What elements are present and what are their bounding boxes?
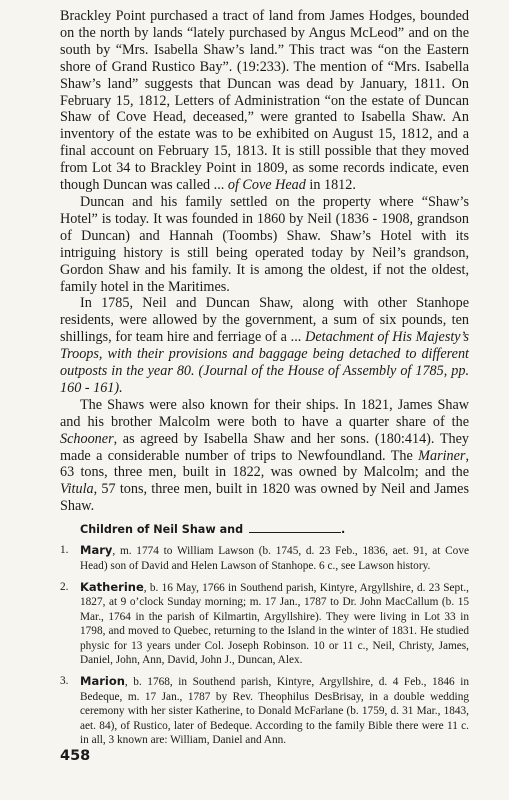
paragraph: Brackley Point purchased a tract of land from James Hodges, bounded on the north by lands “lately purchased by Angus McLeod” and on the south by “Mrs. Isabella Shaw’s land.” This tract was “on the Eastern shore of Grand Rustico Bay”. (19:233). The mention of “Mrs. Isabella Shaw’s land” suggests that Duncan was dead by January, 1811. On February 15, 1812, Letters of Administration “on the estate of Duncan Shaw of Cove Head, deceased,” were granted to Isabella Shaw. An inventory of the estate was to be exhibited on August 15, 1812, and a final account on February 15, 1813. It is still possible that they moved from Lot 34 to Brackley Point in 1809, as some records indicate, even though Duncan was called ... of Cove Head in 1812. (60, 8, 469, 194)
page-number: 458 (60, 748, 91, 764)
paragraph: The Shaws were also known for their ships. In 1821, James Shaw and his brother Malcolm were both to have a quarter share of the Schooner, as agreed by Isabella Shaw and her sons. (180:414). They made a considerable number of trips to Newfoundland. The Mariner, 63 tons, three men, built in 1822, was owned by Malcolm; and the Vitula, 57 tons, three men, built in 1820 was owned by Neil and James Shaw. (60, 396, 469, 515)
name-blank-line (249, 523, 341, 533)
list-item: 2. Katherine, b. 16 May, 1766 in Southend parish, Kintyre, Argyllshire, d. 23 Sept., 1827, at 9 o’clock Sunday morning; m. 17 Jan., 1787 to Dr. John MacCallum (b. 15 Mar., 1764 in the parish of Kilmartin, Argyllshire). They were living in Lot 33 in 1798, and moved to Quebec, returning to the Island in the winter of 1831. He studied physic for 13 years under Col. Joseph Robinson. 10 or 11 c., Neil, Christy, James, Daniel, John, Ann, David, John J., Duncan, Alex. (60, 580, 469, 667)
paragraph: Duncan and his family settled on the property where “Shaw’s Hotel” is today. It was founded in 1860 by Neil (1836 - 1908, grandson of Duncan) and Hannah (Toombs) Shaw. Shaw’s Hotel with its intriguing history is still being operated today by Neil’s grandson, Gordon Shaw and his family. It is among the oldest, if not the oldest, family hotel in the Maritimes. (60, 193, 469, 295)
children-heading: Children of Neil Shaw and . (80, 523, 346, 537)
body-text (60, 8, 469, 515)
list-item: 3. Marion, b. 1768, in Southend parish, Kintyre, Argyllshire, d. 4 Feb., 1846 in Bedeque, m. 17 Jan., 1787 by Rev. Theophilus DesBrisay, in a double wedding ceremony with her sister Katherine, to Donald McFarlane (b. 1759, d. 31 Mar., 1843, aet. 84), of Rustico, later of Bedeque. According to the family Bible there were 11 c. in all, 3 known are: William, Daniel and Ann. (60, 674, 469, 747)
paragraph: In 1785, Neil and Duncan Shaw, along with other Stanhope residents, were allowed by the government, a sum of six pounds, ten shillings, for team hire and ferriage of a ... Detachment of His Majesty’s Troops, with their provisions and baggage being detached to different outposts in the year 80. (Journal of the House of Assembly of 1785, pp. 160 - 161). (60, 295, 470, 396)
list-item: 1. Mary, m. 1774 to William Lawson (b. 1745, d. 23 Feb., 1836, aet. 91, at Cove Head) son of David and Helen Lawson of Stanhope. 6 c., see Lawson history. (60, 543, 469, 572)
children-list (60, 543, 469, 747)
